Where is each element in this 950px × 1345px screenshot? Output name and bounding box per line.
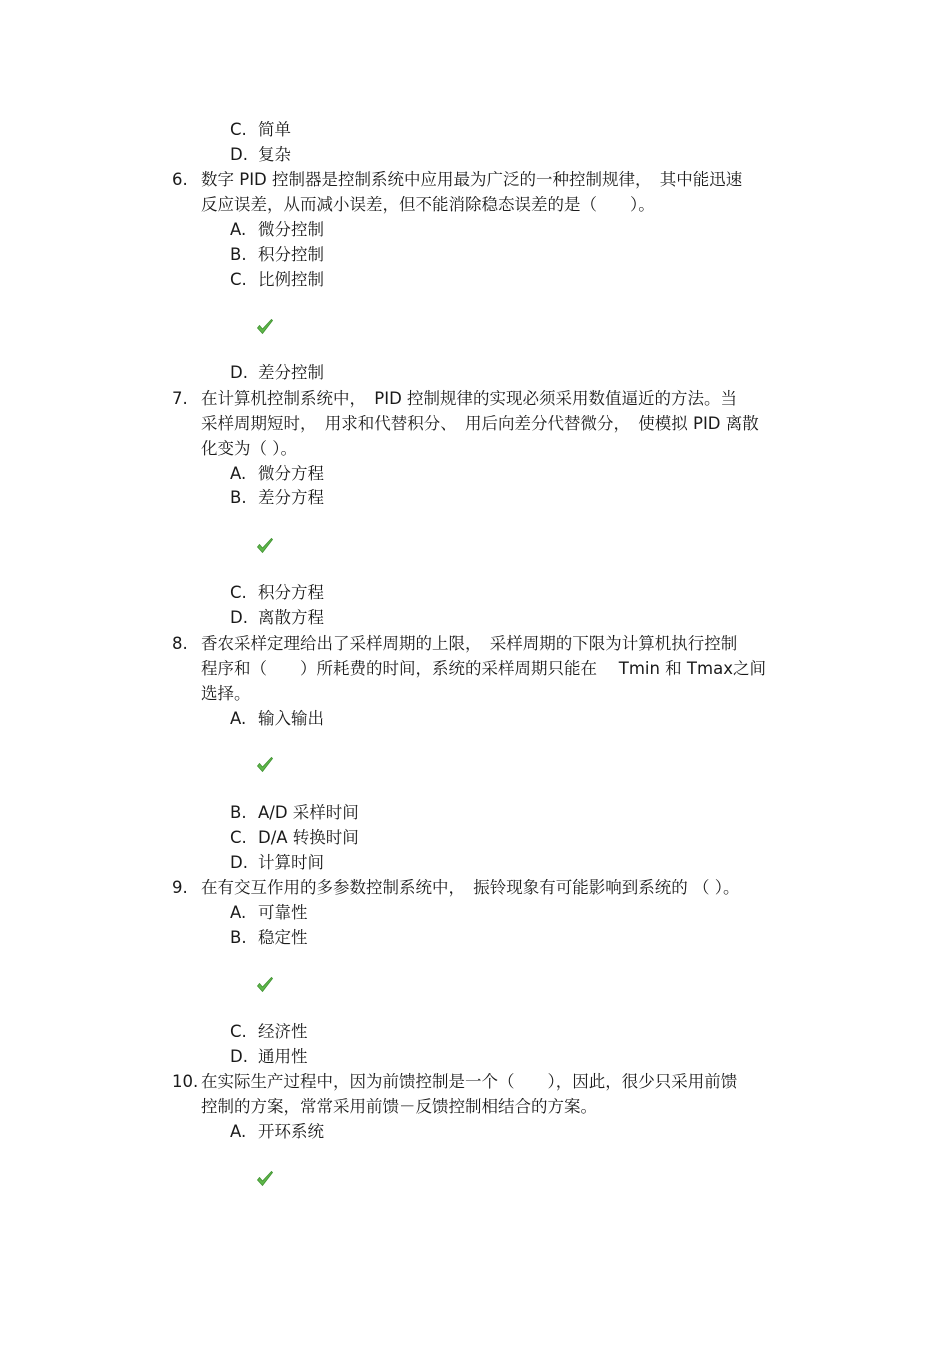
q9-option-a: A. 可靠性: [230, 903, 308, 922]
checkmark-icon: [256, 318, 274, 336]
question-9-text-line-1: 在有交互作用的多参数控制系统中， 振铃现象有可能影响到系统的 （ ）。: [201, 878, 740, 897]
q7-option-b: B. 差分方程: [230, 488, 324, 507]
question-6-text-line-2: 反应误差，从而减小误差，但不能消除稳态误差的是（ ）。: [201, 195, 655, 214]
question-10-number: 10.: [172, 1072, 199, 1091]
q6-option-c: C. 比例控制: [230, 270, 324, 289]
q6-option-d: D. 差分控制: [230, 363, 324, 382]
q8-option-d: D. 计算时间: [230, 853, 324, 872]
q6-option-a: A. 微分控制: [230, 220, 324, 239]
question-9-number: 9.: [172, 878, 188, 897]
option-c-prev: C. 简单: [230, 120, 291, 139]
question-6-number: 6.: [172, 170, 188, 189]
question-6-text-line-1: 数字 PID 控制器是控制系统中应用最为广泛的一种控制规律， 其中能迅速: [201, 170, 743, 189]
q10-option-a: A. 开环系统: [230, 1122, 324, 1141]
q8-option-a: A. 输入输出: [230, 709, 324, 728]
question-10-text-line-1: 在实际生产过程中，因为前馈控制是一个（ ），因此，很少只采用前馈: [201, 1072, 738, 1091]
question-8-text-line-1: 香农采样定理给出了采样周期的上限， 采样周期的下限为计算机执行控制: [201, 634, 738, 653]
q8-option-b: B. A/D 采样时间: [230, 803, 359, 822]
q6-option-b: B. 积分控制: [230, 245, 324, 264]
q7-option-d: D. 离散方程: [230, 608, 324, 627]
q8-option-c: C. D/A 转换时间: [230, 828, 359, 847]
q7-option-a: A. 微分方程: [230, 464, 324, 483]
q7-option-c: C. 积分方程: [230, 583, 324, 602]
question-7-text-line-3: 化变为（ ）。: [201, 439, 297, 458]
question-7-text-line-2: 采样周期短时， 用求和代替积分、 用后向差分代替微分， 使模拟 PID 离散: [201, 414, 759, 433]
question-7-number: 7.: [172, 389, 188, 408]
question-8-number: 8.: [172, 634, 188, 653]
q9-option-c: C. 经济性: [230, 1022, 308, 1041]
question-10-text-line-2: 控制的方案，常常采用前馈－反馈控制相结合的方案。: [201, 1097, 597, 1116]
question-8-text-line-3: 选择。: [201, 684, 251, 703]
checkmark-icon: [256, 756, 274, 774]
checkmark-icon: [256, 976, 274, 994]
question-7-text-line-1: 在计算机控制系统中， PID 控制规律的实现必须采用数值逼近的方法。当: [201, 389, 738, 408]
checkmark-icon: [256, 537, 274, 555]
q9-option-d: D. 通用性: [230, 1047, 308, 1066]
q9-option-b: B. 稳定性: [230, 928, 308, 947]
checkmark-icon: [256, 1170, 274, 1188]
option-d-prev: D. 复杂: [230, 145, 291, 164]
question-8-text-line-2: 程序和（ ）所耗费的时间，系统的采样周期只能在 Tmin 和 Tmax之间: [201, 659, 766, 678]
